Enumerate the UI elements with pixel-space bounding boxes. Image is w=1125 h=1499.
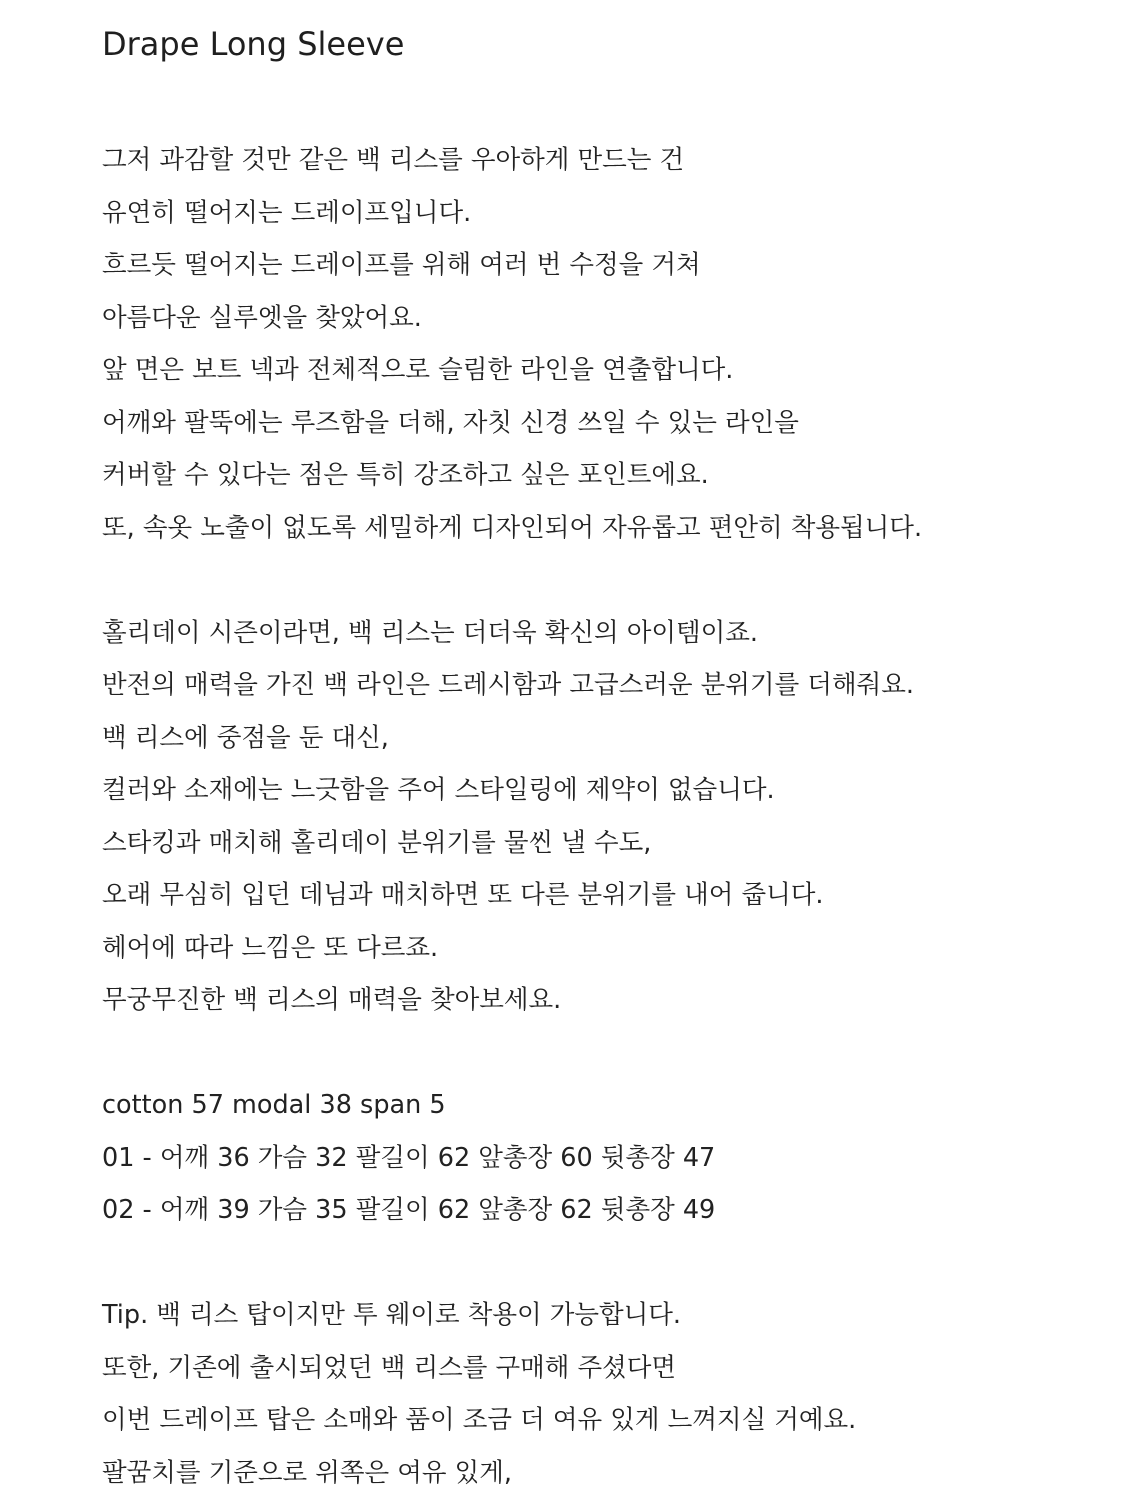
text-line: 아름다운 실루엣을 찾았어요. <box>102 292 1102 345</box>
size-line: 02 - 어깨 39 가슴 35 팔길이 62 앞총장 62 뒷총장 49 <box>102 1184 1102 1237</box>
text-line: 팔꿈치를 기준으로 위쪽은 여유 있게, <box>102 1447 1102 1499</box>
text-line: 어깨와 팔뚝에는 루즈함을 더해, 자칫 신경 쓰일 수 있는 라인을 <box>102 397 1102 450</box>
text-line: 또한, 기존에 출시되었던 백 리스를 구매해 주셨다면 <box>102 1342 1102 1395</box>
text-line: 백 리스에 중점을 둔 대신, <box>102 712 1102 765</box>
text-line: 그저 과감할 것만 같은 백 리스를 우아하게 만드는 건 <box>102 134 1102 187</box>
text-line: 홀리데이 시즌이라면, 백 리스는 더더욱 확신의 아이템이죠. <box>102 607 1102 660</box>
paragraph-design <box>102 134 1102 554</box>
text-line: Tip. 백 리스 탑이지만 투 웨이로 착용이 가능합니다. <box>102 1289 1102 1342</box>
text-line: 앞 면은 보트 넥과 전체적으로 슬림한 라인을 연출합니다. <box>102 344 1102 397</box>
text-line: 반전의 매력을 가진 백 라인은 드레시함과 고급스러운 분위기를 더해줘요. <box>102 659 1102 712</box>
text-line: 오래 무심히 입던 데님과 매치하면 또 다른 분위기를 내어 줍니다. <box>102 869 1102 922</box>
text-line: 컬러와 소재에는 느긋함을 주어 스타일링에 제약이 없습니다. <box>102 764 1102 817</box>
paragraph-tip <box>102 1289 1102 1499</box>
size-line: 01 - 어깨 36 가슴 32 팔길이 62 앞총장 60 뒷총장 47 <box>102 1132 1102 1185</box>
spacer <box>102 1027 1102 1080</box>
paragraph-specs <box>102 1079 1102 1237</box>
product-description <box>102 22 1102 1499</box>
material-line: cotton 57 modal 38 span 5 <box>102 1079 1102 1132</box>
text-line: 흐르듯 떨어지는 드레이프를 위해 여러 번 수정을 거쳐 <box>102 239 1102 292</box>
spacer <box>102 66 1102 134</box>
text-line: 커버할 수 있다는 점은 특히 강조하고 싶은 포인트에요. <box>102 449 1102 502</box>
text-line: 이번 드레이프 탑은 소매와 품이 조금 더 여유 있게 느껴지실 거예요. <box>102 1394 1102 1447</box>
text-line: 유연히 떨어지는 드레이프입니다. <box>102 187 1102 240</box>
text-line: 무궁무진한 백 리스의 매력을 찾아보세요. <box>102 974 1102 1027</box>
spacer <box>102 1237 1102 1290</box>
text-line: 또, 속옷 노출이 없도록 세밀하게 디자인되어 자유롭고 편안히 착용됩니다. <box>102 502 1102 555</box>
text-line: 스타킹과 매치해 홀리데이 분위기를 물씬 낼 수도, <box>102 817 1102 870</box>
spacer <box>102 554 1102 607</box>
text-line: 헤어에 따라 느낌은 또 다르죠. <box>102 922 1102 975</box>
paragraph-styling <box>102 607 1102 1027</box>
product-title: Drape Long Sleeve <box>102 22 1102 66</box>
